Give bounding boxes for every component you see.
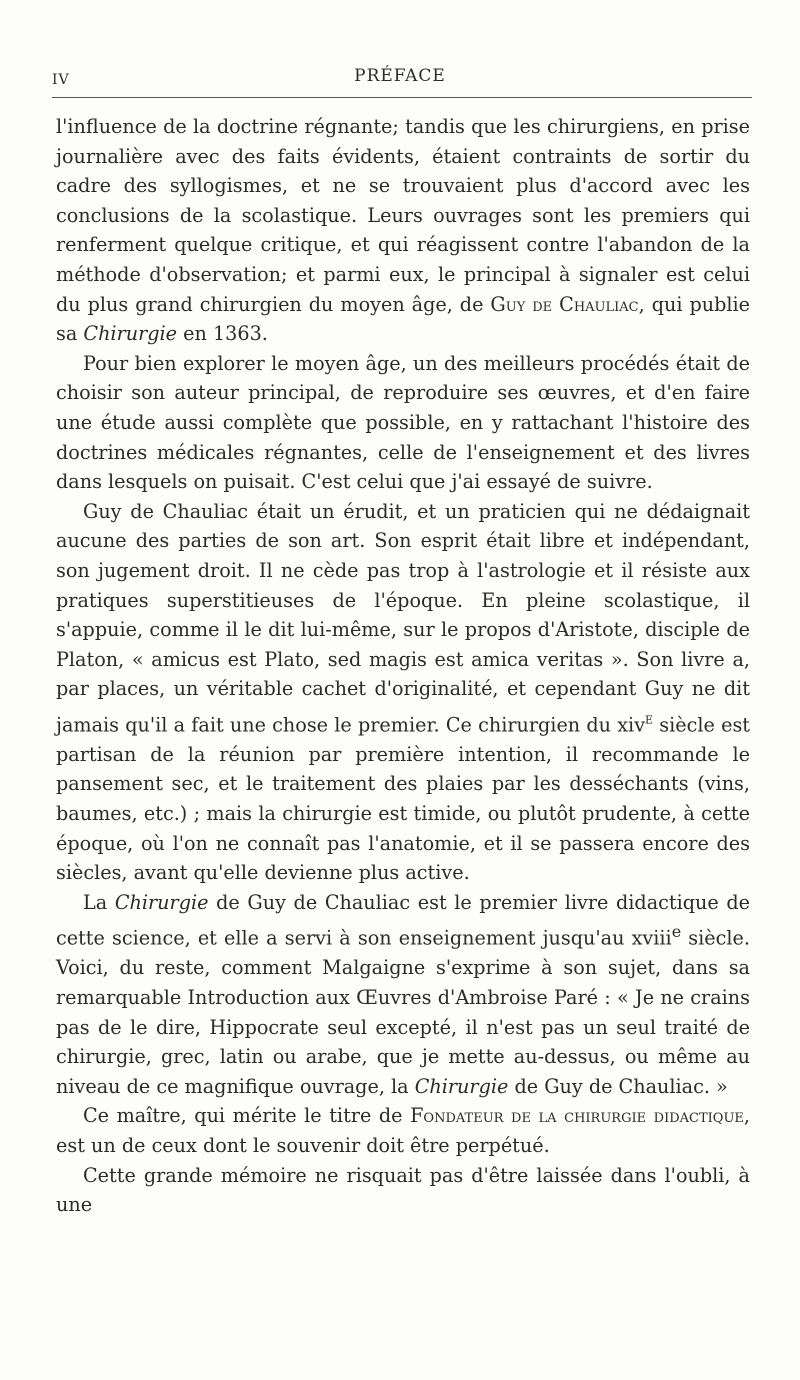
author-name: Guy de Chauliac	[490, 292, 639, 316]
century-superscript: e	[645, 708, 654, 728]
running-title: PRÉFACE	[354, 66, 446, 86]
paragraph-6: Cette grande mémoire ne risquait pas d'être laissée dans l'oubli, à une	[56, 1163, 750, 1217]
paragraph-5: Ce maître, qui mérite le titre de Fondateur de la chirurgie didactique, est un de ceux dont le souvenir doit être perpétué.	[56, 1104, 750, 1157]
body-text	[56, 112, 750, 1220]
paragraph-1: l'influence de la doctrine régnante; tandis que les chirurgiens, en prise journalière avec des faits évidents, étaient contraints de sortir du cadre des syllogismes, et ne se trouvaient plus d'accord avec les conclusions de la scolastique. Leurs ouvrages sont les premiers qui renferment quelque critique, et qui réagissent contre l'abandon de la méthode d'observation; et parmi eux, le principal à signaler est celui du plus grand chirurgien du moyen âge, de Guy de Chauliac, qui publie sa Chirurgie en 1363.	[56, 115, 750, 346]
paragraph-3: Guy de Chauliac était un érudit, et un praticien qui ne dédaignait aucune des parties de son art. Son esprit était libre et indépendant, son jugement droit. Il ne cède pas trop à l'astrologie et il résiste aux pratiques superstitieuses de l'époque. En pleine scolastique, il s'appuie, comme il le dit lui-même, sur le propos d'Aristote, disciple de Platon, « amicus est Plato, sed magis est amica veritas ». Son livre a, par places, un véritable cachet d'originalité, et cependant Guy ne dit jamais qu'il a fait une chose le premier. Ce chirurgien du xiv$^e$ siècle est partisan de la réunion par première intention, il recommande le pansement sec, et le traitement des plaies par les desséchants (vins, baumes, etc.) ; mais la chirurgie est timide, ou plutôt prudente, à cette époque, où l'on ne connaît pas l'anatomie, et il se passera encore des siècles, avant qu'elle devienne plus active.	[56, 499, 751, 885]
header-rule	[52, 97, 752, 98]
founder-title: Fondateur de la chirurgie didactique	[410, 1104, 744, 1128]
page-header	[52, 66, 748, 94]
work-title: Chirurgie	[83, 322, 178, 346]
work-title: Chirurgie	[414, 1074, 509, 1098]
work-title: Chirurgie	[114, 890, 209, 914]
paragraph-2: Pour bien explorer le moyen âge, un des meilleurs procédés était de choisir son auteur principal, de reproduire ses œuvres, et d'en faire une étude aussi complète que possible, en y rattachant l'histoire des doctrines médicales régnantes, celle de l'enseignement et des livres dans lesquels on puisait. C'est celui que j'ai essayé de suivre.	[56, 351, 750, 494]
century-superscript: e	[671, 922, 682, 942]
page-number: IV	[52, 72, 70, 88]
paragraph-4: La Chirurgie de Guy de Chauliac est le premier livre didactique de cette science, et elle a servi à son enseignement jusqu'au xviii$^e$ siècle. Voici, du reste, comment Malgaigne s'exprime à son sujet, dans sa remarquable Introduction aux Œuvres d'Ambroise Paré : « Je ne crains pas de le dire, Hippocrate seul excepté, il n'est pas un seul traité de chirurgie, grec, latin ou arabe, que je mette au-dessus, ou même au niveau de ce magnifique ouvrage, la Chirurgie de Guy de Chauliac. »	[56, 890, 751, 1098]
